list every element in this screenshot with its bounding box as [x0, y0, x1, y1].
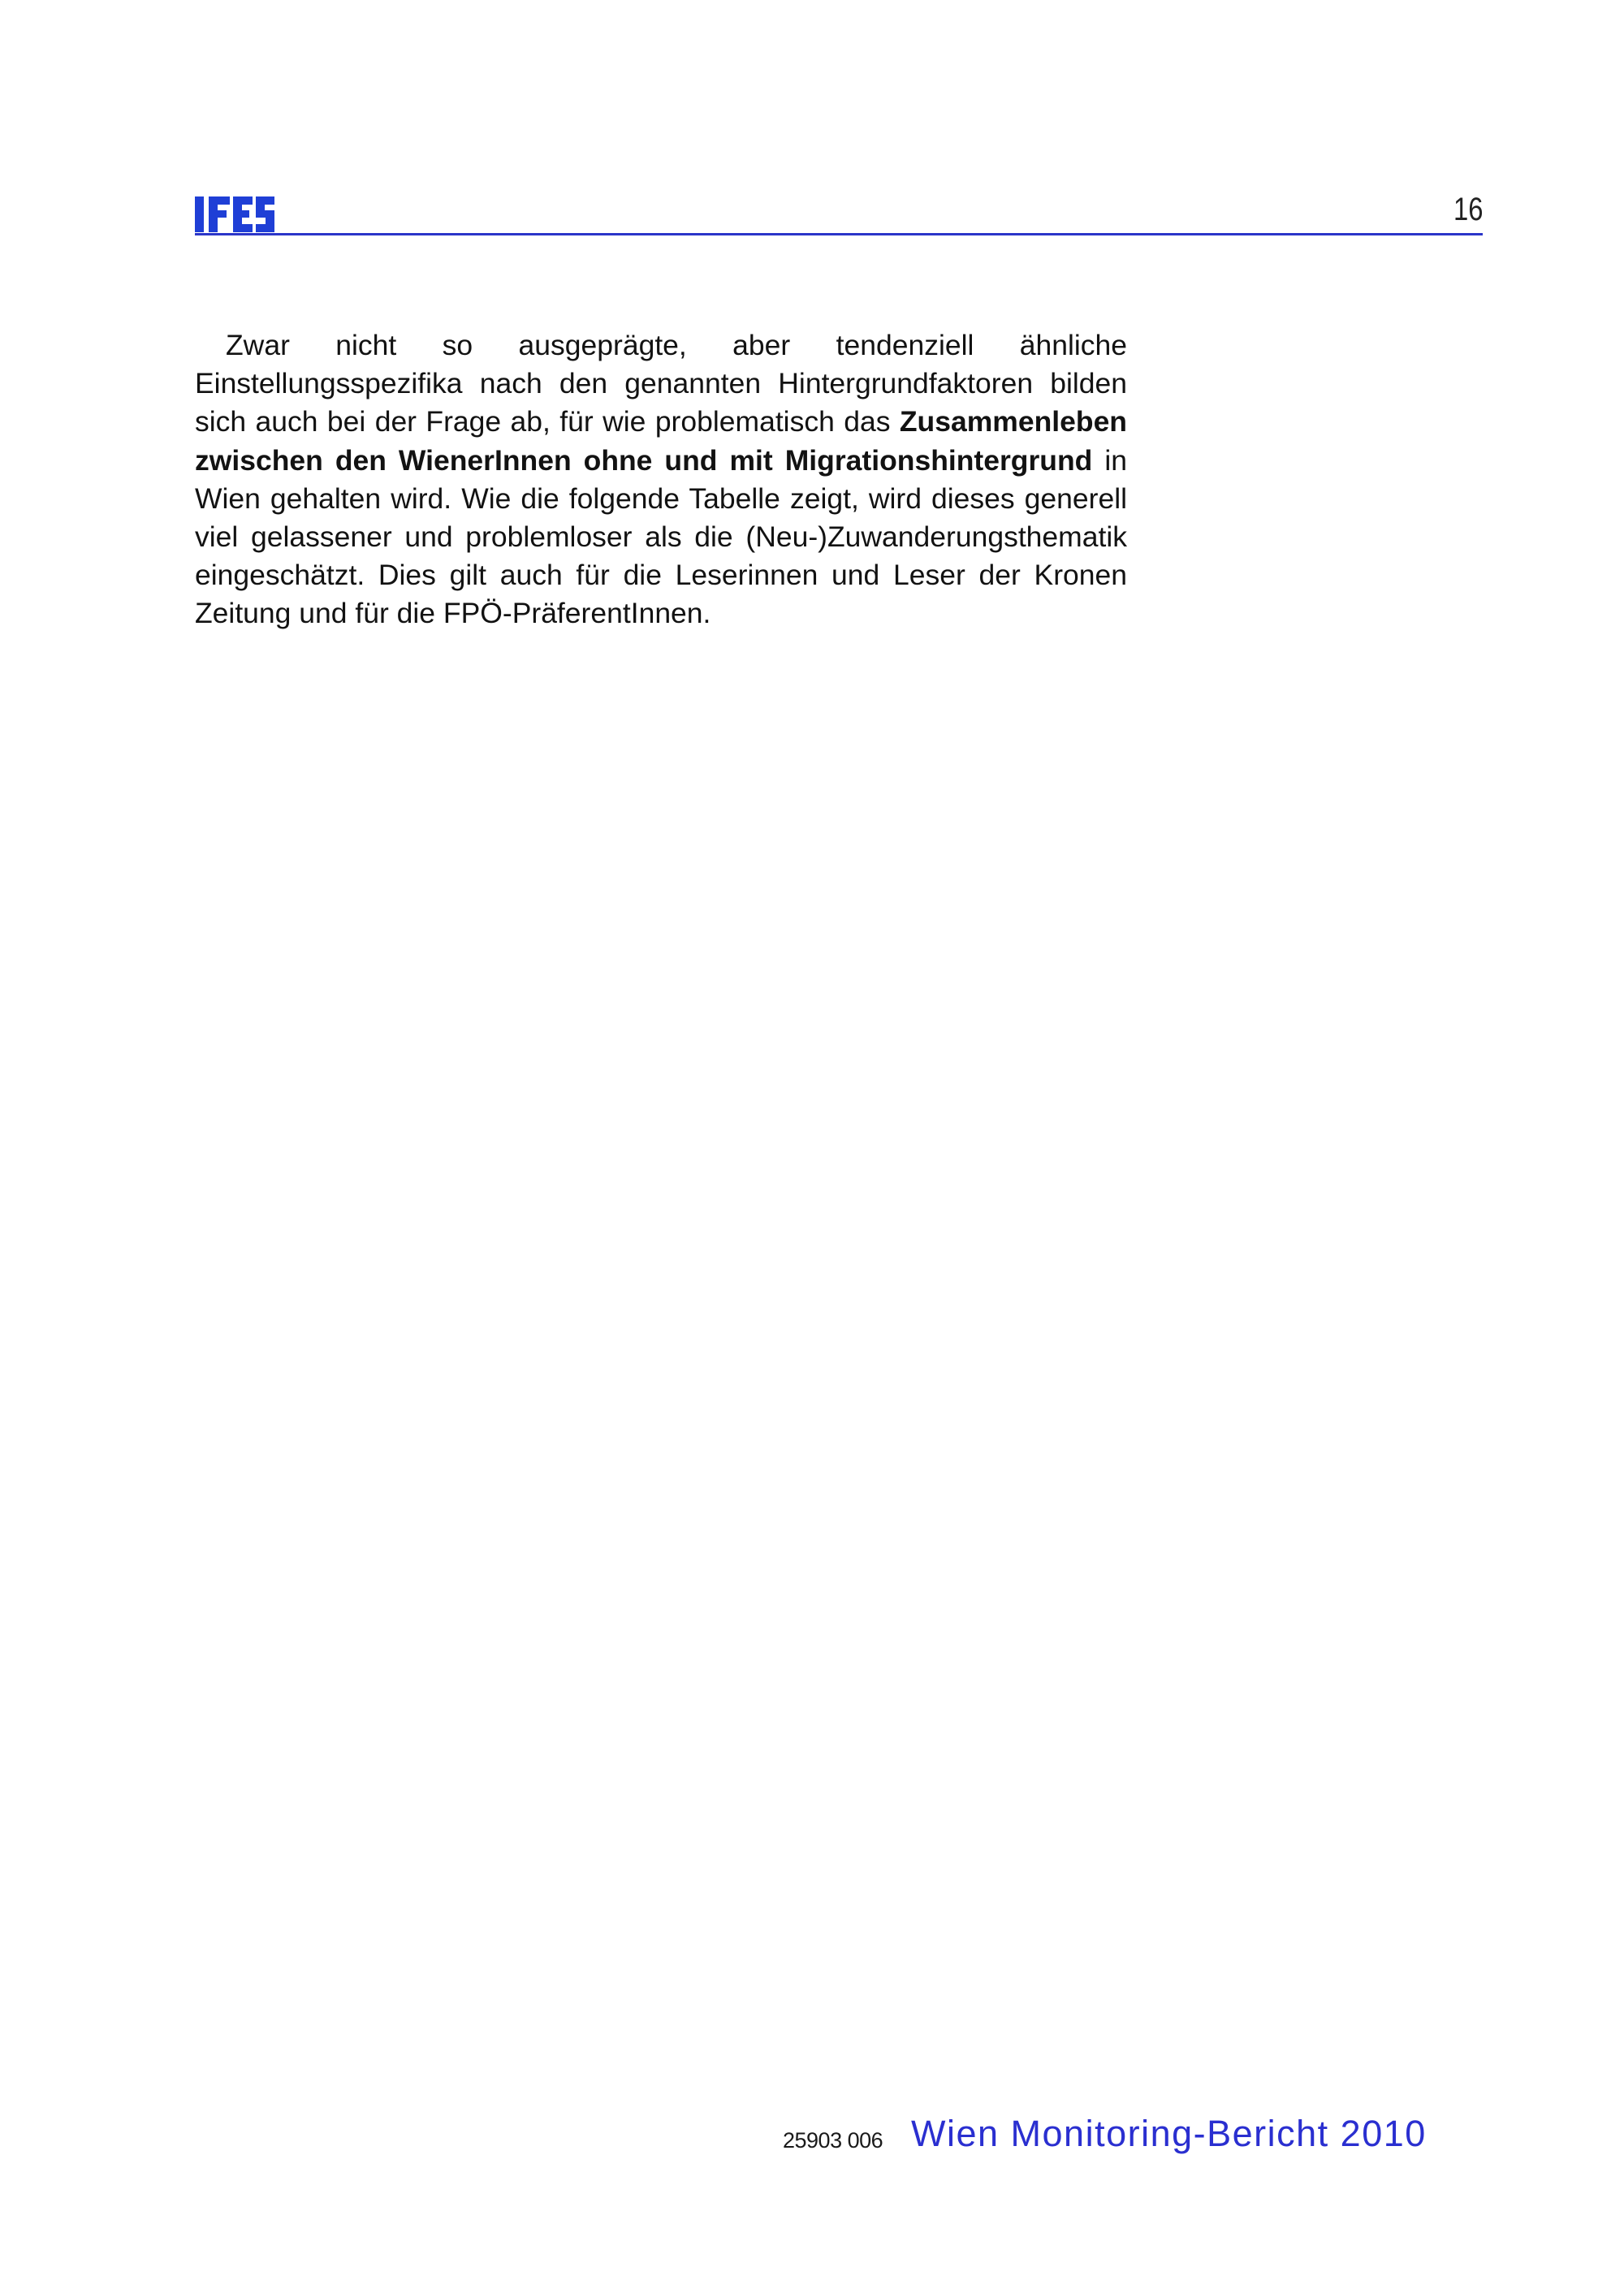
footer-project-code: 25903 006: [783, 2128, 883, 2153]
header-divider: [195, 233, 1483, 235]
ifes-logo: [195, 196, 274, 232]
page-number: 16: [1453, 192, 1483, 227]
paragraph-text-outro: in Wien gehalten wird. Wie die folgende Tabelle zeigt, wird dieses generell viel gelassener und problemloser als die (Neu-)Zuwanderungsthematik eingeschätzt. Dies gilt auch für die Leserinnen und Leser der Kronen Zeitung und für die FPÖ-PräferentInnen.: [195, 443, 1127, 630]
footer-report-title: Wien Monitoring-Bericht 2010: [911, 2113, 1427, 2154]
page-footer: [783, 2109, 1449, 2161]
paragraph-bold-phrase: Zusammenleben zwischen den WienerInnen ohne und mit Migrationshintergrund: [195, 405, 1127, 477]
paragraph-text-intro: Zwar nicht so ausgeprägte, aber tendenziell ähnliche Einstellungsspezifika nach den genannten Hintergrundfaktoren bilden sich auch bei der Frage ab, für wie problematisch das: [195, 329, 1127, 438]
body-paragraph: [195, 326, 1127, 633]
page-header: [195, 185, 1483, 235]
